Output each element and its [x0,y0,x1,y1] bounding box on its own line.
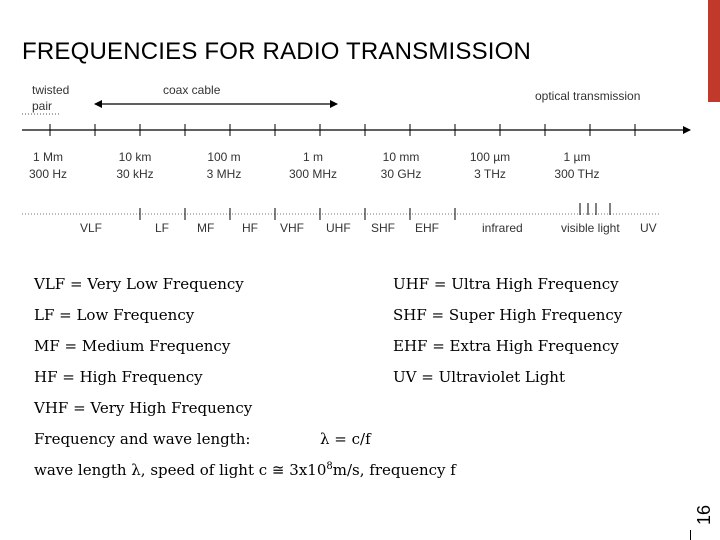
definition-uv: UV = Ultraviolet Light [393,368,565,386]
scale-wavelength-4: 1 m [302,150,323,164]
scale-frequency-2: 30 kHz [116,167,154,181]
band-label-infrared: infrared [482,221,523,235]
scale-frequency-4: 300 MHz [288,167,338,181]
definition-hf: HF = High Frequency [34,368,203,386]
scale-frequency-3: 3 MHz [206,167,242,181]
formula-equation: λ = c/f [320,430,371,448]
scale-frequency-5: 30 GHz [380,167,422,181]
formula-explanation-suffix: m/s, frequency f [332,461,456,479]
scale-frequency-6: 3 THz [474,167,506,181]
scale-wavelength-7: 1 µm [563,150,591,164]
scale-frequency-7: 300 THz [554,167,600,181]
coax-cable-label: coax cable [163,83,221,97]
definition-mf: MF = Medium Frequency [34,337,231,355]
band-label-uv: UV [640,221,657,235]
definition-uhf: UHF = Ultra High Frequency [393,275,619,293]
scale-wavelength-3: 100 m [207,150,241,164]
formula-label: Frequency and wave length: [34,430,251,448]
band-label-hf: HF [242,221,258,235]
band-label-shf: SHF [371,221,395,235]
definition-vhf: VHF = Very High Frequency [34,399,253,417]
scale-wavelength-1: 1 Mm [33,150,63,164]
band-separators [140,203,610,220]
definition-ehf: EHF = Extra High Frequency [393,337,619,355]
band-label-visible-light: visible light [561,221,620,235]
band-label-ehf: EHF [415,221,439,235]
band-label-uhf: UHF [326,221,351,235]
scale-frequency-1: 300 Hz [28,167,68,181]
scale-wavelength-5: 10 mm [382,150,420,164]
twisted-pair-label-1: twisted [32,83,70,97]
formula-exponent: 8 [326,461,333,472]
band-label-vlf: VLF [80,221,103,235]
page-title: FREQUENCIES FOR RADIO TRANSMISSION [22,38,532,65]
slide-number: 16 [694,504,714,526]
twisted-pair-label-2: pair [32,99,53,113]
band-label-vhf: VHF [280,221,304,235]
optical-transmission-label: optical transmission [535,89,641,103]
scale-wavelength-6: 100 µm [469,150,511,164]
definition-shf: SHF = Super High Frequency [393,306,623,324]
formula-explanation-prefix: wave length λ, speed of light c ≅ 3x10 [34,461,327,479]
definition-vlf: VLF = Very Low Frequency [34,275,244,293]
definition-lf: LF = Low Frequency [34,306,195,324]
scale-wavelength-2: 10 km [118,150,152,164]
formula-explanation [34,461,456,479]
band-label-lf: LF [155,221,170,235]
band-label-mf: MF [197,221,215,235]
